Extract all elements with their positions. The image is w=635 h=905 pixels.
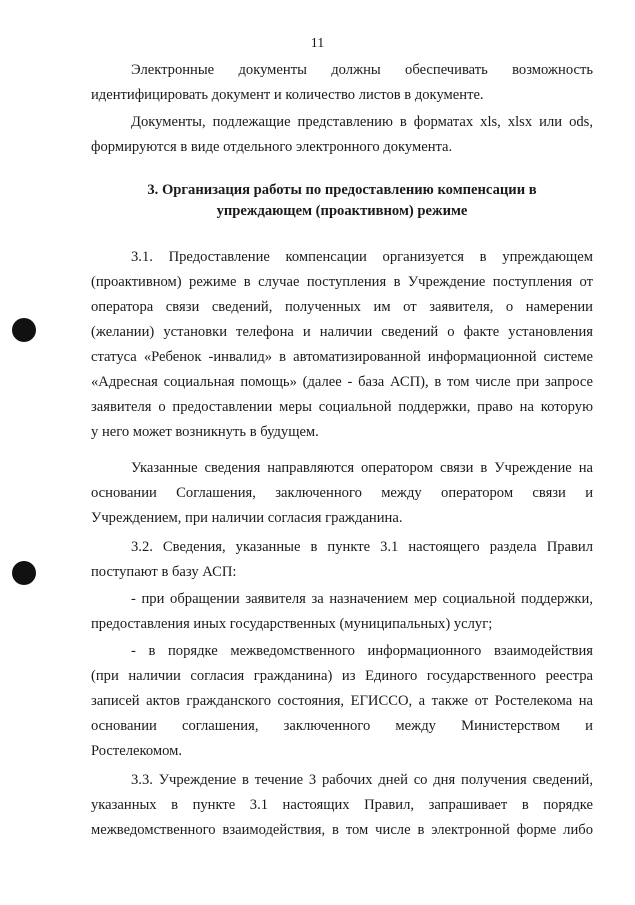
- text-line: у него может возникнуть в будущем.: [91, 424, 319, 440]
- text-line: «Адресная социальная помощь» (далее - база АСП), в том числе при запросе: [91, 374, 593, 390]
- text-line: основании соглашения, заключенного между Министерством и: [91, 718, 593, 734]
- text-line: 3.3. Учреждение в течение 3 рабочих дней со дня получения сведений,: [131, 772, 593, 788]
- text-line: Учреждением, при наличии согласия гражданина.: [91, 510, 403, 526]
- section-heading: [91, 180, 593, 222]
- text-line: - при обращении заявителя за назначением мер социальной поддержки,: [131, 591, 593, 607]
- text-line: поступают в базу АСП:: [91, 564, 237, 580]
- text-line: идентифицировать документ и количество листов в документе.: [91, 87, 484, 103]
- punch-hole-mark: [12, 561, 36, 585]
- text-line: 3.2. Сведения, указанные в пункте 3.1 настоящего раздела Правил: [131, 539, 593, 555]
- list-item-interagency: [91, 639, 593, 764]
- text-line: записей актов гражданского состояния, ЕГИССО, а также от Ростелекома на: [91, 693, 593, 709]
- text-line: (при наличии согласия гражданина) из Единого государственного реестра: [91, 668, 593, 684]
- text-line: формируются в виде отдельного электронного документа.: [91, 139, 453, 155]
- text-line: межведомственного взаимодействия, в том числе в электронной форме либо: [91, 822, 593, 838]
- text-line: заявителя о предоставлении меры социальной поддержки, право на которую: [91, 399, 593, 415]
- heading-line: 3. Организация работы по предоставлению компенсации в: [147, 182, 537, 198]
- text-line: Ростелекомом.: [91, 743, 183, 759]
- paragraph-info-sent: [91, 456, 593, 531]
- paragraph-3-1: [91, 245, 593, 445]
- text-line: оператора связи сведений, полученных им от заявителя, о намерении: [91, 299, 593, 315]
- text-line: (желании) установки телефона и наличии сведений о факте установления: [91, 324, 593, 340]
- paragraph-electronic-docs: [91, 58, 593, 108]
- text-line: Указанные сведения направляются оператором связи в Учреждение на: [131, 460, 593, 476]
- text-line: указанных в пункте 3.1 настоящих Правил, запрашивает в порядке: [91, 797, 593, 813]
- paragraph-3-2: [91, 535, 593, 585]
- heading-line: упреждающем (проактивном) режиме: [216, 203, 468, 219]
- text-line: основании Соглашения, заключенного между оператором связи и: [91, 485, 593, 501]
- text-line: Электронные документы должны обеспечивать возможность: [131, 62, 593, 78]
- paragraph-3-3: [91, 768, 593, 843]
- text-line: - в порядке межведомственного информационного взаимодействия: [131, 643, 593, 659]
- punch-hole-mark: [12, 318, 36, 342]
- paragraph-formats: [91, 110, 593, 160]
- text-line: Документы, подлежащие представлению в форматах xls, xlsx или ods,: [131, 114, 593, 130]
- text-line: предоставления иных государственных (муниципальных) услуг;: [91, 616, 493, 632]
- page-number: 11: [310, 36, 325, 51]
- list-item-applicant: [91, 587, 593, 637]
- text-line: статуса «Ребенок -инвалид» в автоматизированной информационной системе: [91, 349, 593, 365]
- text-line: 3.1. Предоставление компенсации организуется в упреждающем: [131, 249, 593, 265]
- text-line: (проактивном) режиме в случае поступления в Учреждение поступления от: [91, 274, 593, 290]
